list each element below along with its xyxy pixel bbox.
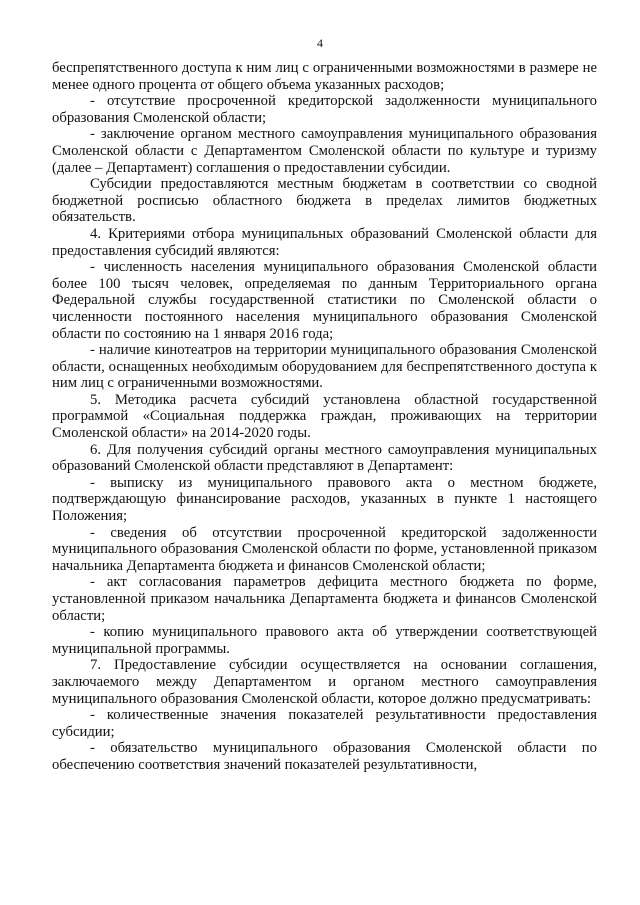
paragraph-15: - количественные значения показателей результативности предоставления субсидии; — [52, 707, 597, 740]
paragraph-11: - сведения об отсутствии просроченной кредиторской задолженности муниципального образования Смоленской области по форме, установленной приказом начальника Департамента бюджета и финансов Смоленской области; — [52, 524, 597, 574]
paragraph-5: 4. Критериями отбора муниципальных образований Смоленской области для предоставления субсидий являются: — [52, 225, 597, 259]
paragraph-8: 5. Методика расчета субсидий установлена областной государственной программой «Социальная поддержка граждан, проживающих на территории Смоленской области» на 2014-2020 годы. — [52, 391, 597, 442]
paragraph-16: - обязательство муниципального образования Смоленской области по обеспечению соответствия значений показателей результативности, — [52, 740, 597, 773]
page-number: 4 — [317, 36, 323, 50]
paragraph-14: 7. Предоставление субсидии осуществляется на основании соглашения, заключаемого между Департаментом и органом местного самоуправления муниципального образования Смоленской области, которое должно предусматривать: — [52, 657, 597, 707]
paragraph-13: - копию муниципального правового акта об утверждении соответствующей муниципальной программы. — [52, 624, 597, 657]
paragraph-7: - наличие кинотеатров на территории муниципального образования Смоленской области, оснащенных необходимым оборудованием для беспрепятственного доступа к ним лиц с ограниченными возможностями. — [52, 342, 597, 392]
paragraph-4: Субсидии предоставляются местным бюджетам в соответствии со сводной бюджетной росписью областного бюджета в пределах лимитов бюджетных обязательств. — [52, 176, 597, 226]
paragraph-9: 6. Для получения субсидий органы местного самоуправления муниципальных образований Смоленской области представляют в Департамент: — [52, 441, 597, 475]
paragraph-12: - акт согласования параметров дефицита местного бюджета по форме, установленной приказом начальника Департамента бюджета и финансов Смоленской области; — [52, 574, 597, 624]
paragraph-2: - отсутствие просроченной кредиторской задолженности муниципального образования Смоленской области; — [52, 93, 597, 126]
document-body — [52, 60, 597, 774]
paragraph-1: беспрепятственного доступа к ним лиц с ограниченными возможностями в размере не менее одного процента от общего объема указанных расходов; — [52, 60, 597, 93]
paragraph-10: - выписку из муниципального правового акта о местном бюджете, подтверждающую финансирование расходов, указанных в пункте 1 настоящего Положения; — [52, 474, 597, 525]
paragraph-3: - заключение органом местного самоуправления муниципального образования Смоленской области с Департаментом Смоленской области по культуре и туризму (далее – Департамент) соглашения о предоставлении субсидии. — [52, 126, 597, 176]
paragraph-6: - численность населения муниципального образования Смоленской области более 100 тысяч человек, определяемая по данным Территориального органа Федеральной службы государственной статистики по Смоленской области о численности постоянного населения муниципального образования Смоленской области по состоянию на 1 января 2016 года; — [52, 259, 597, 342]
